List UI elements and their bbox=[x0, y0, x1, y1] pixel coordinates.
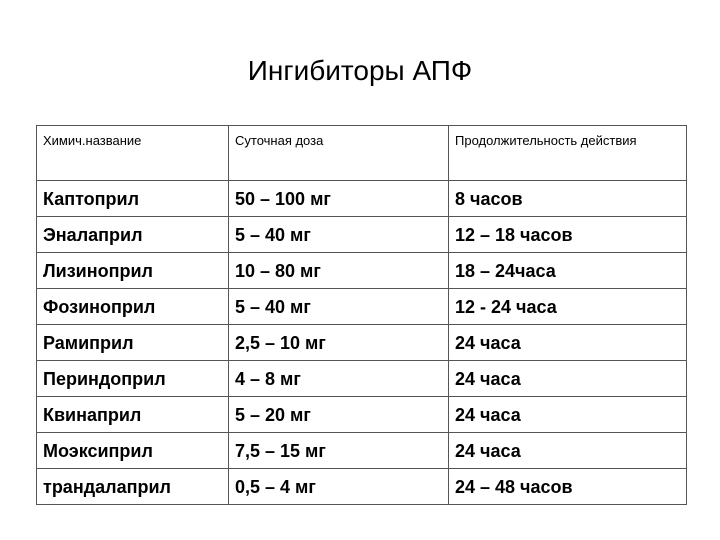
duration-cell: 24 часа bbox=[449, 397, 687, 433]
header-daily-dose: Суточная доза bbox=[229, 126, 449, 181]
table-row bbox=[37, 361, 687, 397]
duration-cell: 12 – 18 часов bbox=[449, 217, 687, 253]
daily-dose-cell: 5 – 20 мг bbox=[229, 397, 449, 433]
daily-dose-cell: 4 – 8 мг bbox=[229, 361, 449, 397]
daily-dose-cell: 50 – 100 мг bbox=[229, 181, 449, 217]
duration-cell: 24 – 48 часов bbox=[449, 469, 687, 505]
table-row bbox=[37, 217, 687, 253]
table-row bbox=[37, 433, 687, 469]
table-row bbox=[37, 397, 687, 433]
table-header-row bbox=[37, 126, 687, 181]
daily-dose-cell: 5 – 40 мг bbox=[229, 217, 449, 253]
table-row bbox=[37, 469, 687, 505]
drug-name-cell: Моэксиприл bbox=[37, 433, 229, 469]
drug-name-cell: Каптоприл bbox=[37, 181, 229, 217]
slide-title: Ингибиторы АПФ bbox=[247, 55, 473, 86]
header-duration: Продолжительность действия bbox=[449, 126, 687, 181]
table-row bbox=[37, 253, 687, 289]
daily-dose-cell: 5 – 40 мг bbox=[229, 289, 449, 325]
daily-dose-cell: 0,5 – 4 мг bbox=[229, 469, 449, 505]
duration-cell: 24 часа bbox=[449, 325, 687, 361]
drug-name-cell: Периндоприл bbox=[37, 361, 229, 397]
table-row bbox=[37, 289, 687, 325]
ace-inhibitors-table bbox=[36, 125, 687, 505]
table-row bbox=[37, 181, 687, 217]
drug-name-cell: Рамиприл bbox=[37, 325, 229, 361]
duration-cell: 8 часов bbox=[449, 181, 687, 217]
duration-cell: 24 часа bbox=[449, 361, 687, 397]
duration-cell: 12 - 24 часа bbox=[449, 289, 687, 325]
table-row bbox=[37, 325, 687, 361]
drug-name-cell: Фозиноприл bbox=[37, 289, 229, 325]
drug-name-cell: трандалаприл bbox=[37, 469, 229, 505]
drug-name-cell: Квинаприл bbox=[37, 397, 229, 433]
duration-cell: 24 часа bbox=[449, 433, 687, 469]
duration-cell: 18 – 24часа bbox=[449, 253, 687, 289]
drug-name-cell: Лизиноприл bbox=[37, 253, 229, 289]
daily-dose-cell: 10 – 80 мг bbox=[229, 253, 449, 289]
daily-dose-cell: 7,5 – 15 мг bbox=[229, 433, 449, 469]
header-chemical-name: Химич.название bbox=[37, 126, 229, 181]
daily-dose-cell: 2,5 – 10 мг bbox=[229, 325, 449, 361]
drug-name-cell: Эналаприл bbox=[37, 217, 229, 253]
